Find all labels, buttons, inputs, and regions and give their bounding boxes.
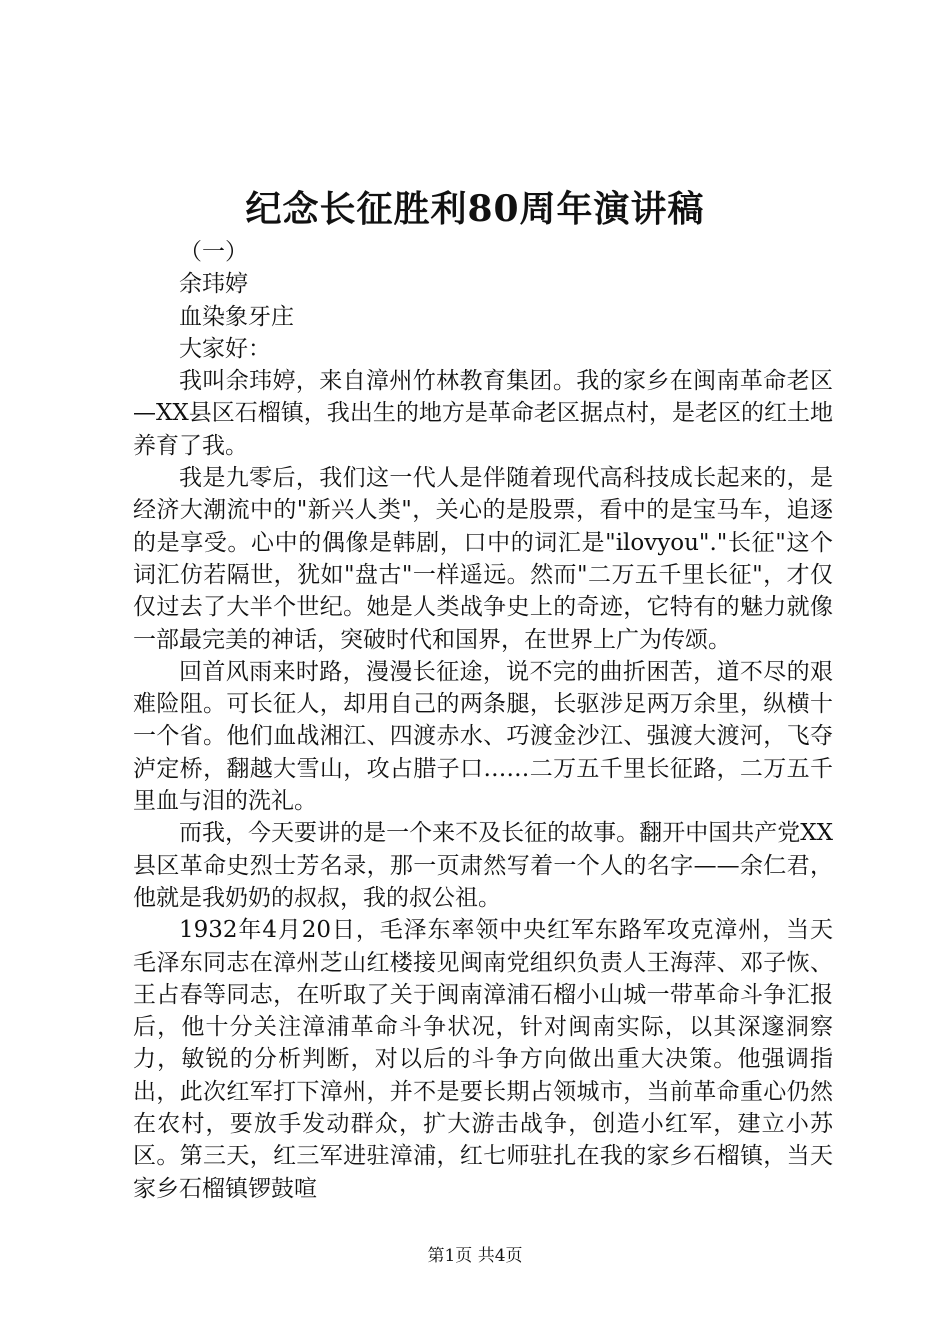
- document-title: 纪念长征胜利80周年演讲稿: [245, 188, 705, 230]
- paragraph: 我叫余玮婷，来自漳州竹林教育集团。我的家乡在闽南革命老区—XX县区石榴镇，我出生的地方是革命老区据点村，是老区的红土地养育了我。: [133, 368, 833, 459]
- paragraph: 我是九零后，我们这一代人是伴随着现代高科技成长起来的，是经济大潮流中的"新兴人类"，关心的是股票，看中的是宝马车，追逐的是享受。心中的偶像是韩剧，口中的词汇是"ilovyou"."长征"这个词汇仿若隔世，犹如"盘古"一样遥远。然而"二万五千里长征"，才仅仅过去了大半个世纪。她是人类战争史上的奇迹，它特有的魅力就像一部最完美的神话，突破时代和国界，在世界上广为传颂。: [133, 465, 833, 653]
- paragraph: 回首风雨来时路，漫漫长征途，说不完的曲折困苦，道不尽的艰难险阻。可长征人，却用自己的两条腿，长驱涉足两万余里，纵横十一个省。他们血战湘江、四渡赤水、巧渡金沙江、强渡大渡河，飞夺泸定桥，翻越大雪山，攻占腊子口……二万五千里长征路，二万五千里血与泪的洗礼。: [133, 658, 833, 815]
- paragraph: 而我，今天要讲的是一个来不及长征的故事。翻开中国共产党XX县区革命史烈士芳名录，那一页肃然写着一个人的名字——余仁君，他就是我奶奶的叔叔，我的叔公祖。: [133, 820, 833, 911]
- page-footer: 第1页 共4页: [427, 1246, 523, 1266]
- document-body: [133, 236, 833, 1205]
- paragraph: 血染象牙庄: [179, 303, 294, 330]
- paragraph: （一）: [179, 239, 248, 265]
- paragraph: 1932年4月20日，毛泽东率领中央红军东路军攻克漳州，当天毛泽东同志在漳州芝山红楼接见闽南党组织负责人王海萍、邓子恢、王占春等同志，在听取了关于闽南漳浦石榴小山城一带革命斗争汇报后，他十分关注漳浦革命斗争状况，针对闽南实际，以其深邃洞察力，敏锐的分析判断，对以后的斗争方向做出重大决策。他强调指出，此次红军打下漳州，并不是要长期占领城市，当前革命重心仍然在农村，要放手发动群众，扩大游击战争，创造小红军，建立小苏区。第三天，红三军进驻漳浦，红七师驻扎在我的家乡石榴镇，当天家乡石榴镇锣鼓喧: [133, 917, 833, 1202]
- paragraph: 大家好：: [179, 335, 271, 362]
- paragraph: 余玮婷: [179, 271, 248, 298]
